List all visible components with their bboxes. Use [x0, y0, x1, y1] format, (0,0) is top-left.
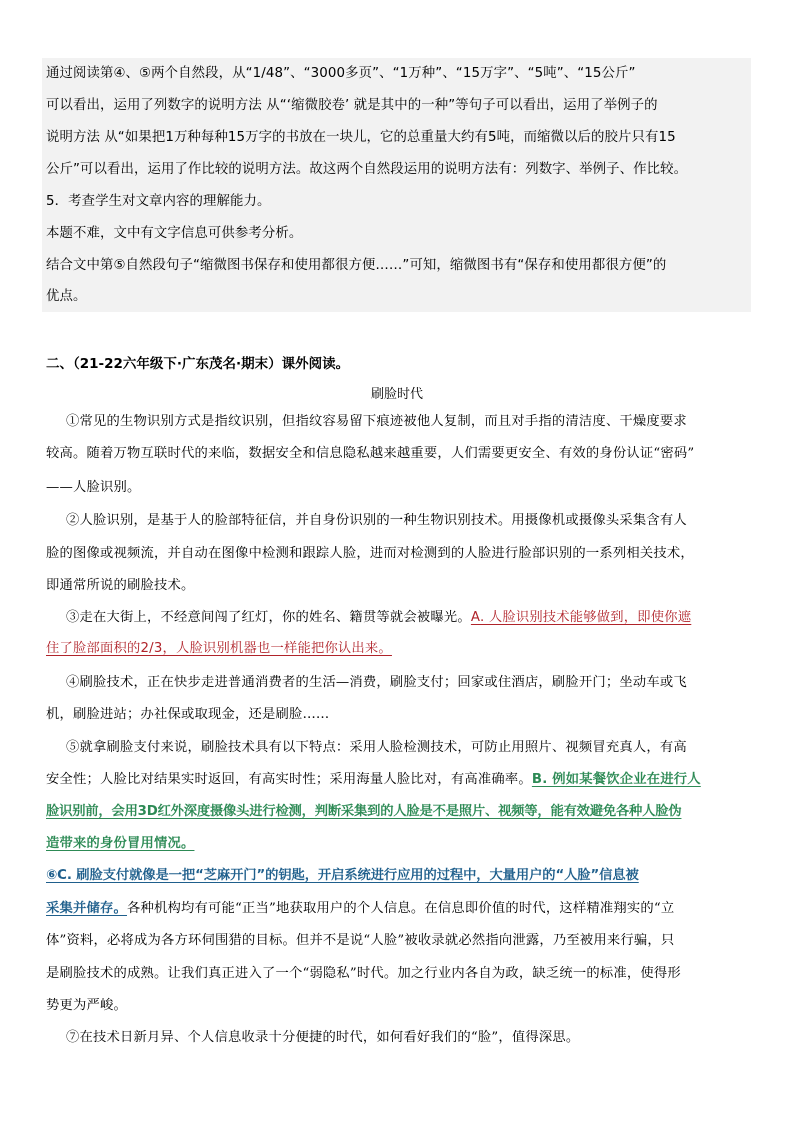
paragraph-5-line [46, 772, 701, 788]
paragraph-3-line [66, 610, 691, 626]
paragraph-5-text: 安全性；人脸比对结果实时返回，有高实时性；采用海量人脸比对，有高准确率。 [46, 772, 532, 787]
highlight-a-cont: 住了脸部面积的2/3，人脸识别机器也一样能把你认出来。 [46, 641, 392, 656]
paragraph-1-line: ①常见的生物识别方式是指纹识别，但指纹容易留下痕迹被他人复制，而且对手指的清洁度、干燥度要求 [66, 414, 687, 429]
answer-line: 说明方法 从“如果把1万种每种15万字的书放在一块儿，它的总重量大约有5吨，而缩微以后的胶片只有15 [46, 130, 676, 145]
paragraph-6-line [46, 901, 674, 917]
paragraph-1-line: 较高。随着万物互联时代的来临，数据安全和信息隐私越来越重要，人们需要更安全、有效的身份认证“密码” [46, 446, 695, 461]
paragraph-2-line: 即通常所说的刷脸技术。 [46, 578, 195, 593]
answer-explanation-box [42, 58, 751, 312]
paragraph-1-line: ——人脸识别。 [46, 480, 141, 495]
section-heading: 二、（21-22六年级下·广东茂名·期末）课外阅读。 [46, 356, 350, 372]
highlight-b-cont: 脸识别前，会用3D红外深度摄像头进行检测，判断采集到的人脸是不是照片、视频等，能有效避免各种人脸伪 [46, 804, 682, 819]
paragraph-3-text: ③走在大街上，不经意间闯了红灯，你的姓名、籍贯等就会被曝光。 [66, 610, 471, 625]
paragraph-4-line: ④刷脸技术，正在快步走进普通消费者的生活—消费，刷脸支付；回家或住酒店，刷脸开门；坐动车或飞 [66, 675, 687, 690]
answer-line: 可以看出，运用了列数字的说明方法 从“‘缩微胶卷’ 就是其中的一种”等句子可以看出，运用了举例子的 [46, 98, 658, 113]
highlight-b-cont: 造带来的身份冒用情况。 [46, 836, 195, 851]
paragraph-6-line: 势更为严峻。 [46, 998, 127, 1013]
article-title: 刷脸时代 [370, 387, 423, 402]
paragraph-5-line: ⑤就拿刷脸支付来说，刷脸技术具有以下特点：采用人脸检测技术，可防止用照片、视频冒充真人，有高 [66, 740, 687, 755]
paragraph-6-text: 各种机构均有可能“正当”地获取用户的个人信息。在信息即价值的时代，这样精准翔实的“立 [126, 901, 675, 916]
paragraph-6-line: 是刷脸技术的成熟。让我们真正进入了一个“弱隐私”时代。加之行业内各自为政，缺乏统一的标准，使得形 [46, 966, 681, 981]
answer-line: 优点。 [46, 289, 87, 304]
paragraph-2-line: ②人脸识别，是基于人的脸部特征信，并自身份识别的一种生物识别技术。用摄像机或摄像头采集含有人 [66, 513, 687, 528]
highlight-a: A. 人脸识别技术能够做到，即使你遮 [470, 610, 692, 625]
highlight-c-cont: 采集并储存。 [46, 901, 127, 916]
answer-line: 5．考查学生对文章内容的理解能力。 [46, 194, 271, 209]
answer-line: 通过阅读第④、⑤两个自然段，从“1/48”、“3000多页”、“1万种”、“15万字”、“5吨”、“15公斤” [46, 66, 636, 81]
answer-line: 本题不难，文中有文字信息可供参考分析。 [46, 226, 303, 241]
highlight-b: B. 例如某餐饮企业在进行人 [531, 772, 701, 787]
paragraph-4-line: 机，刷脸进站；办社保或取现金，还是刷脸…… [46, 707, 330, 722]
highlight-c: ⑥C. 刷脸支付就像是一把“芝麻开门”的钥匙，开启系统进行应用的过程中，大量用户的“人脸”信息被 [46, 868, 639, 883]
paragraph-6-line: 体”资料，必将成为各方环伺围猎的目标。但并不是说“人脸”被收录就必然指向泄露，乃至被用来行骗，只 [46, 933, 675, 948]
answer-line: 结合文中第⑤自然段句子“缩微图书保存和使用都很方便……”可知，缩微图书有“保存和使用都很方便”的 [46, 258, 667, 273]
paragraph-2-line: 脸的图像或视频流，并自动在图像中检测和跟踪人脸，进而对检测到的人脸进行脸部识别的一系列相关技术， [46, 546, 694, 561]
paragraph-7-line: ⑦在技术日新月异、个人信息收录十分便捷的时代，如何看好我们的“脸”，值得深思。 [66, 1030, 580, 1045]
answer-line: 公斤”可以看出，运用了作比较的说明方法。故这两个自然段运用的说明方法有：列数字、举例子、作比较。 [46, 162, 688, 177]
